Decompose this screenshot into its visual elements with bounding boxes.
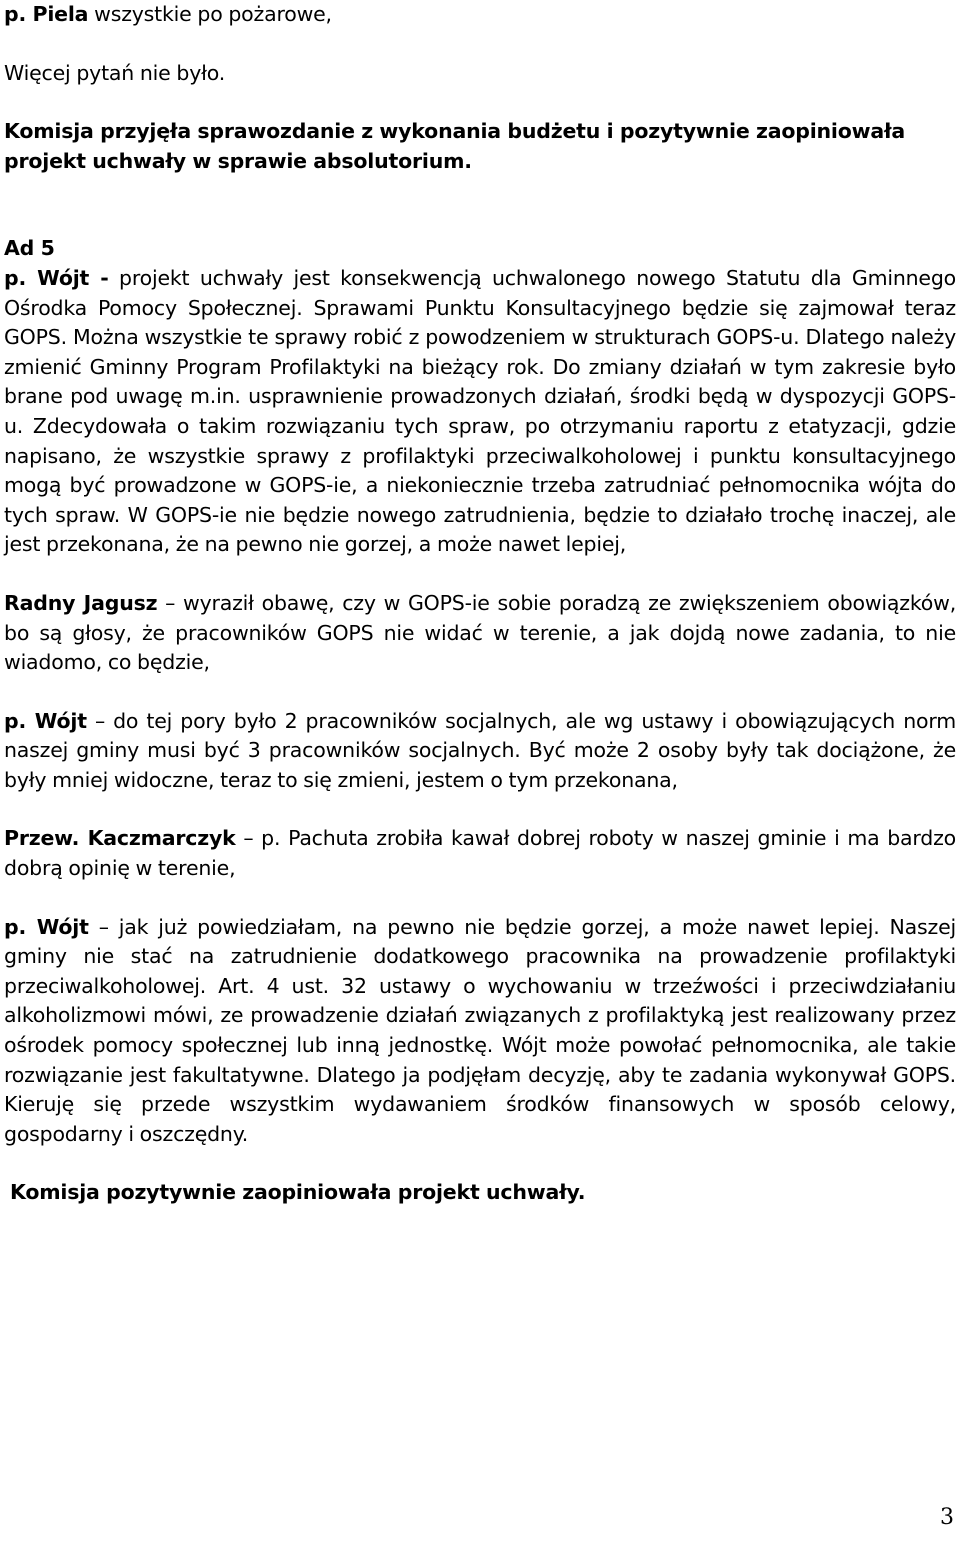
statement-jagusz: [4, 589, 956, 678]
statement-text: – jak już powiedziałam, na pewno nie będzie gorzej, a może nawet lepiej. Naszej gminy nie stać na zatrudnienie dodatkowego pracownika na prowadzenie profilaktyki przeciwalkoholowej. Art. 4 ust. 32 ustawy o wychowaniu w trzeźwości i przeciwdziałaniu alkoholizmowi mówi, ze prowadzenie działań związanych z profilaktyką jest realizowany przez ośrodek pomocy społecznej lub inną jednostkę. Wójt może powołać pełnomocnika, ale takie rozwiązanie jest fakultatywne. Dlatego ja podjęłam decyzję, aby te zadania wykonywał GOPS. Kieruję się przede wszystkim wydawaniem środków finansowych w sposób celowy, gospodarny i oszczędny.: [4, 914, 956, 1146]
statement-piela: [4, 0, 956, 30]
committee-decision-budget: Komisja przyjęła sprawozdanie z wykonania budżetu i pozytywnie zaopiniowała projekt uchwały w sprawie absolutorium.: [4, 119, 906, 173]
statement-wojt-3: [4, 913, 956, 1150]
page-number: 3: [940, 1505, 954, 1530]
statement-text: – wyraził obawę, czy w GOPS-ie sobie poradzą ze zwiększeniem obowiązków, bo są głosy, że pracowników GOPS nie widać w terenie, a jak dojdą nowe zadania, to nie wiadomo, co będzie,: [4, 590, 957, 675]
no-more-questions: Więcej pytań nie było.: [4, 60, 226, 85]
speaker-name: p. Wójt -: [4, 265, 109, 290]
statement-text: projekt uchwały jest konsekwencją uchwalonego nowego Statutu dla Gminnego Ośrodka Pomocy Społecznej. Sprawami Punktu Konsultacyjnego będzie się zajmował teraz GOPS. Można wszystkie te sprawy robić z powodzeniem w strukturach GOPS-u. Dlatego należy zmienić Gminny Program Profilaktyki na bieżący rok. Do zmiany działań w tym zakresie było brane pod uwagę m.in. usprawnienie prowadzonych działań, środki będą w dyspozycji GOPS-u. Zdecydowała o takim rozwiązaniu tych spraw, po otrzymaniu raportu z etatyzacji, gdzie napisano, że wszystkie sprawy z profilaktyki przeciwalkoholowej i punktu konsultacyjnego mogą być prowadzone w GOPS-ie, a niekoniecznie trzeba zatrudniać pełnomocnika wójta do tych spraw. W GOPS-ie nie będzie nowego zatrudnienia, będzie to działało trochę inaczej, ale jest przekonana, że na pewno nie gorzej, a może nawet lepiej,: [4, 265, 956, 557]
speaker-name: p. Wójt: [4, 708, 87, 733]
statement-wojt-1: [4, 264, 956, 560]
speaker-name: Przew. Kaczmarczyk: [4, 826, 236, 851]
statement-wojt-2: [4, 707, 956, 796]
speaker-name: p. Piela: [4, 2, 89, 26]
statement-text: – do tej pory było 2 pracowników socjalnych, ale wg ustawy i obowiązujących norm naszej gminy musi być 3 pracowników socjalnych. Być może 2 osoby były tak dociążone, że były mniej widoczne, teraz to się zmieni, jestem o tym przekonana,: [4, 708, 956, 792]
speaker-name: Radny Jagusz: [4, 590, 158, 615]
statement-text: – p. Pachuta zrobiła kawał dobrej roboty w naszej gminie i ma bardzo dobrą opinię w terenie,: [4, 826, 957, 881]
statement-text: wszystkie po pożarowe,: [88, 2, 332, 26]
committee-decision-resolution: Komisja pozytywnie zaopiniowała projekt uchwały.: [10, 1180, 586, 1205]
speaker-name: p. Wójt: [4, 914, 89, 939]
statement-kaczmarczyk: [4, 824, 956, 883]
agenda-heading: Ad 5: [4, 236, 55, 261]
